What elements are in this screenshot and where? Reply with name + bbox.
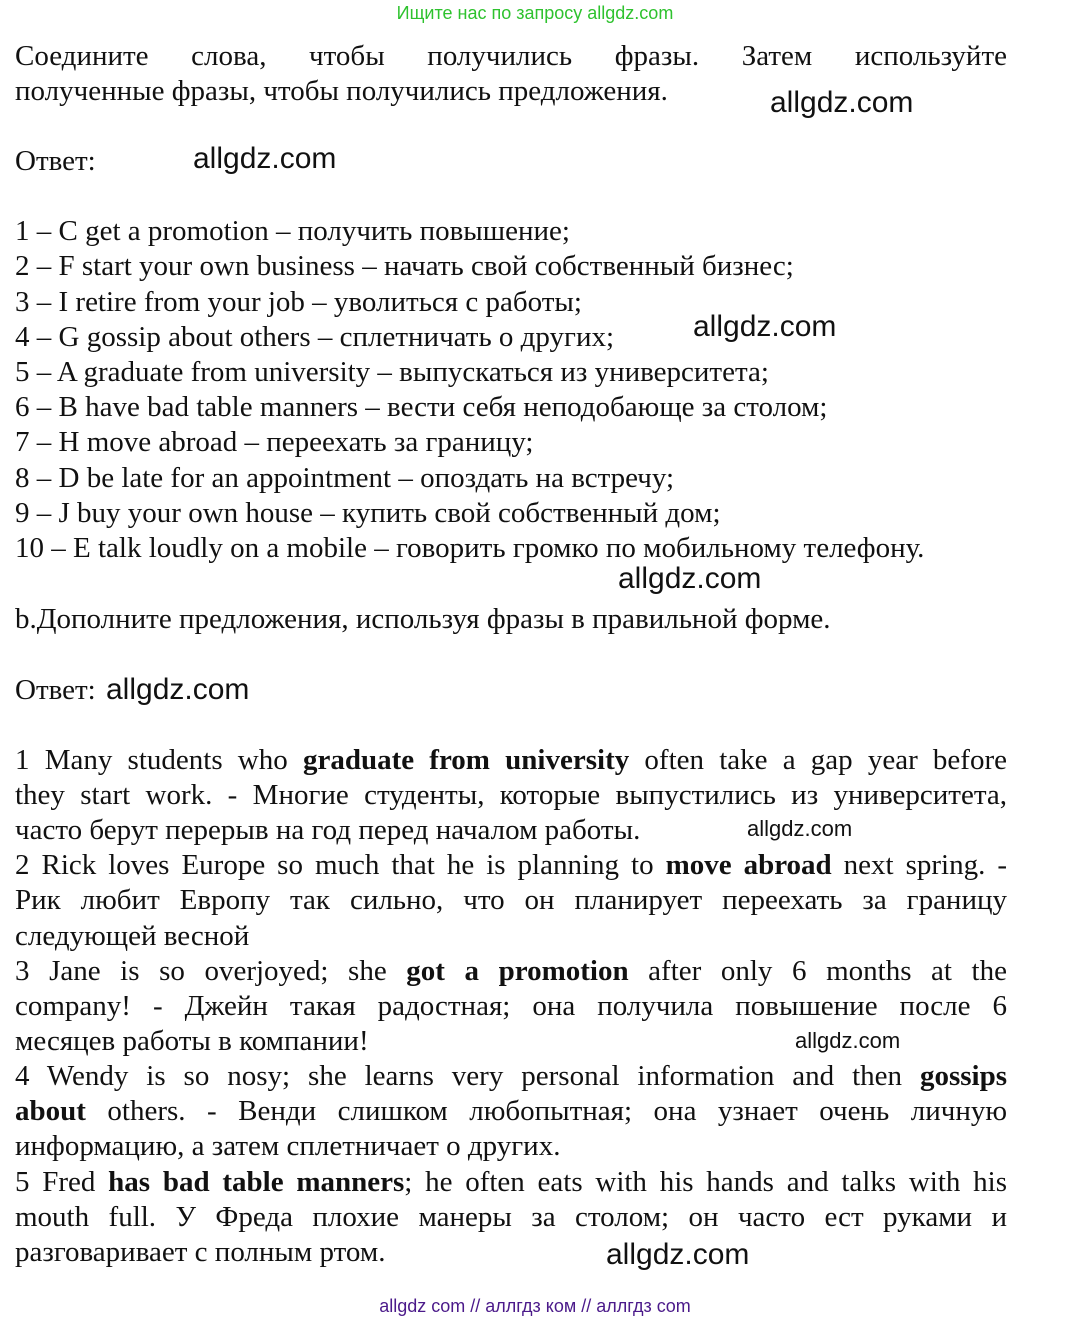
text-segment: Соедините слова, чтобы получились фразы. Затем используйте xyxy=(15,40,1007,72)
text-segment: often take a gap year before xyxy=(629,744,1007,776)
watermark: allgdz.com xyxy=(795,1028,901,1053)
bold-phrase: graduate from university xyxy=(302,744,630,776)
text-segment: следующей весной xyxy=(15,920,250,952)
text-line xyxy=(15,143,1007,179)
text-segment: 2 – F start your own business – начать свой собственный бизнес; xyxy=(15,250,794,282)
text-line xyxy=(15,284,1007,320)
watermark: allgdz.com xyxy=(193,142,337,175)
text-line xyxy=(15,953,1007,989)
text-segment: 4 Wendy is so nosy; she learns very personal information and then xyxy=(15,1060,920,1092)
text-line xyxy=(15,354,1007,390)
text-segment: 5 Fred xyxy=(15,1166,109,1198)
text-segment: информацию, а затем сплетничает о других. xyxy=(15,1130,561,1162)
text-line xyxy=(15,1093,1007,1129)
text-line xyxy=(15,1058,1007,1094)
text-segment: Ответ: xyxy=(15,674,96,706)
bold-phrase: move abroad xyxy=(665,849,832,881)
text-segment: полученные фразы, чтобы получились предложения. xyxy=(15,75,668,107)
text-line xyxy=(15,248,1007,284)
footer-links[interactable]: allgdz com // аллгдз ком // аллгдз com xyxy=(379,1296,691,1316)
text-line xyxy=(15,1128,1007,1164)
watermark: allgdz.com xyxy=(747,816,853,841)
text-segment: next spring. - xyxy=(831,849,1007,881)
text-line xyxy=(15,319,1007,355)
bold-phrase: gossips xyxy=(919,1060,1007,1092)
text-line xyxy=(15,389,1007,425)
watermark: allgdz.com xyxy=(106,673,250,706)
search-banner[interactable]: Ищите нас по запросу allgdz.com xyxy=(396,3,674,23)
text-segment: they start work. - Многие студенты, которые выпустились из университета, xyxy=(15,779,1007,811)
text-line xyxy=(15,742,1007,778)
text-line xyxy=(15,988,1007,1024)
text-line xyxy=(15,601,1007,637)
text-line xyxy=(15,530,1007,566)
text-line xyxy=(15,777,1007,813)
text-segment: 1 – C get a promotion – получить повышение; xyxy=(15,215,570,247)
text-line xyxy=(15,424,1007,460)
text-line xyxy=(15,1199,1007,1235)
text-line xyxy=(15,918,1007,954)
text-segment: 6 – B have bad table manners – вести себя неподобающе за столом; xyxy=(15,391,828,423)
text-line xyxy=(15,1234,1007,1270)
text-line xyxy=(15,882,1007,918)
text-segment: b.Дополните предложения, используя фразы в правильной форме. xyxy=(15,603,831,635)
text-segment: 1 Many students who xyxy=(15,744,303,776)
text-segment: 7 – H move abroad – переехать за границу; xyxy=(15,426,534,458)
text-segment: Ответ: xyxy=(15,145,96,177)
text-line xyxy=(15,213,1007,249)
text-segment: 9 – J buy your own house – купить свой собственный дом; xyxy=(15,497,721,529)
text-segment: месяцев работы в компании! xyxy=(15,1025,369,1057)
bold-phrase: got a promotion xyxy=(406,955,629,987)
text-line xyxy=(15,460,1007,496)
bold-phrase: about xyxy=(15,1095,86,1127)
text-segment: company! - Джейн такая радостная; она получила повышение после 6 xyxy=(15,990,1007,1022)
text-segment: 2 Rick loves Europe so much that he is planning to xyxy=(15,849,666,881)
text-segment: 3 – I retire from your job – уволиться с работы; xyxy=(15,286,582,318)
text-line xyxy=(15,847,1007,883)
text-segment: 3 Jane is so overjoyed; she xyxy=(15,955,407,987)
watermark: allgdz.com xyxy=(693,310,837,343)
text-segment: часто берут перерыв на год перед началом работы. xyxy=(15,814,641,846)
text-segment: разговаривает с полным ртом. xyxy=(15,1236,386,1268)
watermark: allgdz.com xyxy=(618,562,762,595)
text-segment: 10 – E talk loudly on a mobile – говорить громко по мобильному телефону. xyxy=(15,532,925,564)
text-line xyxy=(15,38,1007,74)
text-segment: Рик любит Европу так сильно, что он планирует переехать за границу xyxy=(15,884,1007,916)
text-segment: 4 – G gossip about others – сплетничать о других; xyxy=(15,321,615,353)
text-segment: others. - Венди слишком любопытная; она узнает очень личную xyxy=(85,1095,1007,1127)
text-segment: 5 – A graduate from university – выпускаться из университета; xyxy=(15,356,769,388)
text-segment: 8 – D be late for an appointment – опоздать на встречу; xyxy=(15,462,675,494)
text-segment: after only 6 months at the xyxy=(628,955,1007,987)
watermark: allgdz.com xyxy=(770,86,914,119)
bold-phrase: has bad table manners xyxy=(108,1166,405,1198)
text-line xyxy=(15,1164,1007,1200)
watermark: allgdz.com xyxy=(606,1238,750,1271)
text-line xyxy=(15,812,1007,848)
text-line xyxy=(15,495,1007,531)
text-segment: ; he often eats with his hands and talks with his xyxy=(404,1166,1007,1198)
text-segment: mouth full. У Фреда плохие манеры за столом; он часто ест руками и xyxy=(15,1201,1007,1233)
